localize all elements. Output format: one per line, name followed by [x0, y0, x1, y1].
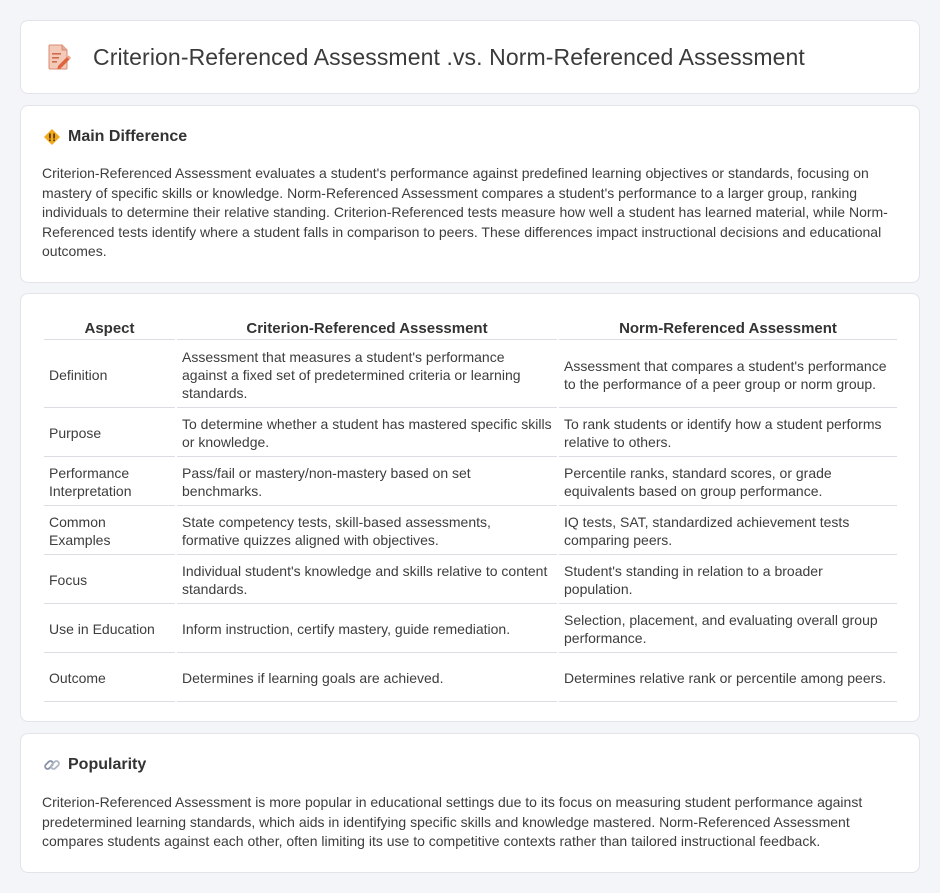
table-row: [44, 557, 897, 604]
row-aspect: Use in Education: [44, 606, 175, 653]
row-norm: Assessment that compares a student's performance to the performance of a peer group or norm group.: [559, 342, 897, 408]
header-card: [20, 20, 920, 94]
column-header-aspect: Aspect: [44, 318, 175, 340]
popularity-heading: Popularity: [68, 756, 147, 773]
main-difference-card: [20, 105, 920, 283]
table-row: [44, 508, 897, 555]
main-difference-heading: Main Difference: [68, 128, 188, 145]
row-criterion: Assessment that measures a student's performance against a fixed set of predetermined criteria or learning standards.: [177, 342, 557, 408]
row-criterion: Inform instruction, certify mastery, guide remediation.: [177, 606, 557, 653]
page-title: Criterion-Referenced Assessment .vs. Norm-Referenced Assessment: [93, 43, 805, 70]
table-row: [44, 459, 897, 506]
row-norm: Determines relative rank or percentile among peers.: [559, 655, 897, 702]
table-row: [44, 606, 897, 653]
row-aspect: Outcome: [44, 655, 175, 702]
main-difference-text: Criterion-Referenced Assessment evaluates a student's performance against predefined learning objectives or standards, focusing on mastery of specific skills or knowledge. Norm-Referenced Assessment compares a student's performance to a larger group, ranking individuals to determine their relative standing. Criterion-Referenced tests measure how well a student has learned material, while Norm-Referenced tests identify where a student falls in comparison to peers. These differences impact instructional decisions and educational outcomes.: [42, 165, 888, 260]
table-row: [44, 342, 897, 408]
row-norm: IQ tests, SAT, standardized achievement tests comparing peers.: [559, 508, 897, 555]
link-icon: [43, 756, 61, 774]
row-norm: Percentile ranks, standard scores, or grade equivalents based on group performance.: [559, 459, 897, 506]
row-aspect: Definition: [44, 342, 175, 408]
row-criterion: State competency tests, skill-based assessments, formative quizzes aligned with objectives.: [177, 508, 557, 555]
table-row: [44, 655, 897, 702]
column-header-criterion: Criterion-Referenced Assessment: [177, 318, 557, 340]
table-row: [44, 410, 897, 457]
row-aspect: Purpose: [44, 410, 175, 457]
popularity-heading-row: [43, 756, 146, 774]
popularity-text: Criterion-Referenced Assessment is more popular in educational settings due to its focus on measuring student performance against predetermined learning standards, which aids in identifying specific skills and knowledge mastered. Norm-Referenced Assessment compares students against each other, often limiting its use to competitive contexts rather than tailored instructional feedback.: [42, 794, 863, 850]
comparison-card: [20, 293, 920, 722]
row-criterion: Determines if learning goals are achieved.: [177, 655, 557, 702]
main-difference-heading-row: [43, 128, 187, 146]
row-criterion: Individual student's knowledge and skills relative to content standards.: [177, 557, 557, 604]
row-norm: To rank students or identify how a student performs relative to others.: [559, 410, 897, 457]
row-criterion: To determine whether a student has mastered specific skills or knowledge.: [177, 410, 557, 457]
row-norm: Selection, placement, and evaluating overall group performance.: [559, 606, 897, 653]
title-row: [47, 43, 805, 71]
table-header-row: [44, 318, 897, 340]
diamond-warning-icon: [43, 128, 61, 146]
row-aspect: Performance Interpretation: [44, 459, 175, 506]
row-criterion: Pass/fail or mastery/non-mastery based on set benchmarks.: [177, 459, 557, 506]
document-pencil-icon: [47, 43, 71, 71]
comparison-table: [42, 316, 899, 704]
popularity-card: [20, 733, 920, 873]
row-norm: Student's standing in relation to a broader population.: [559, 557, 897, 604]
column-header-norm: Norm-Referenced Assessment: [559, 318, 897, 340]
row-aspect: Common Examples: [44, 508, 175, 555]
row-aspect: Focus: [44, 557, 175, 604]
